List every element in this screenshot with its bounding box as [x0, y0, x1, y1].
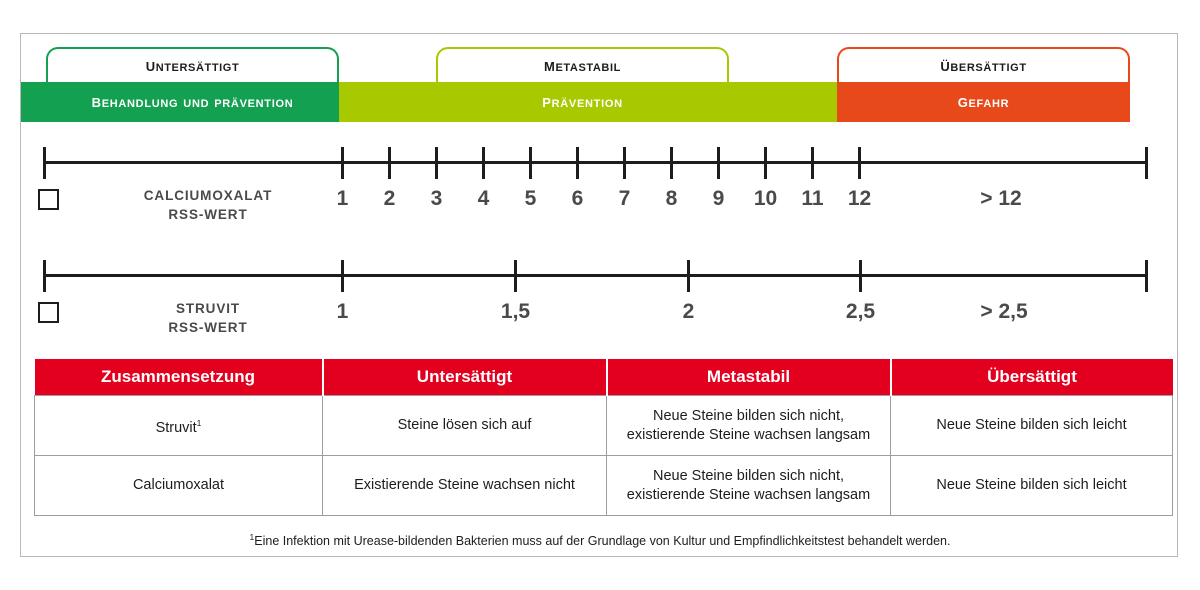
scale-name-struvit — [93, 299, 323, 337]
axis-tick-2 — [687, 260, 690, 292]
scale-name-line2: RSS-WERT — [168, 207, 248, 222]
axis-end-tick-1 — [1145, 260, 1148, 292]
footnote-text: Eine Infektion mit Urease-bildenden Bakterien muss auf der Grundlage von Kultur und Empfindlichkeitstest behandelt werden. — [254, 534, 951, 549]
axis-tick-7 — [670, 147, 673, 179]
footnote — [21, 532, 1179, 548]
scale-row-calciumoxalat — [21, 139, 1179, 239]
cell-composition: Calciumoxalat — [35, 456, 323, 516]
axis-tick-label: 2 — [682, 300, 695, 323]
axis-tick-label: 9 — [712, 187, 725, 210]
axis-tick-1 — [388, 147, 391, 179]
axis-tick-10 — [811, 147, 814, 179]
saturation-table — [34, 359, 1173, 516]
saturation-band-zone — [21, 34, 1179, 134]
cell-metastabil: Neue Steine bilden sich nicht, existierende Steine wachsen langsam — [607, 396, 891, 456]
axis-tick-label: 6 — [571, 187, 584, 210]
chart-frame — [20, 33, 1178, 557]
axis-tick-3 — [859, 260, 862, 292]
axis-tick-label: 7 — [618, 187, 631, 210]
scale-name-line1: STRUVIT — [175, 301, 241, 316]
axis-line — [43, 274, 1148, 277]
axis-end-tick-0 — [43, 260, 46, 292]
table-row — [35, 396, 1173, 456]
axis-line — [43, 161, 1148, 164]
axis-tick-0 — [341, 147, 344, 179]
cell-uebersaettigt: Neue Steine bilden sich leicht — [891, 396, 1173, 456]
axis-overflow-label: > 12 — [980, 187, 1022, 210]
cell-untersaettigt: Steine lösen sich auf — [323, 396, 607, 456]
axis-tick-label: 4 — [477, 187, 490, 210]
axis-tick-3 — [482, 147, 485, 179]
axis-tick-label: 12 — [847, 187, 872, 210]
axis-tick-5 — [576, 147, 579, 179]
tab-1[interactable] — [436, 47, 729, 82]
axis-tick-2 — [435, 147, 438, 179]
axis-tick-label: 1,5 — [500, 300, 531, 323]
tab-label: metastabil — [544, 54, 621, 76]
axis-overflow-label: > 2,5 — [980, 300, 1028, 323]
axis-tick-6 — [623, 147, 626, 179]
axis-tick-label: 5 — [524, 187, 537, 210]
axis-end-tick-1 — [1145, 147, 1148, 179]
table-header-uebersaettigt: Übersättigt — [891, 359, 1173, 396]
tab-label: untersättigt — [145, 54, 240, 76]
axis-tick-label: 2,5 — [845, 300, 876, 323]
axis-tick-label: 2 — [383, 187, 396, 210]
axis-tick-label: 1 — [336, 300, 349, 323]
table-header-metastabil: Metastabil — [607, 359, 891, 396]
axis-tick-label: 3 — [430, 187, 443, 210]
axis-tick-1 — [514, 260, 517, 292]
scale-name-line1: CALCIUMOXALAT — [143, 188, 273, 203]
scale-name-line2: RSS-WERT — [168, 320, 248, 335]
axis-tick-4 — [529, 147, 532, 179]
axis-tick-label: 8 — [665, 187, 678, 210]
scale-name-calciumoxalat — [93, 186, 323, 224]
band-label-wrap-2 — [837, 82, 1130, 122]
axis-tick-0 — [341, 260, 344, 292]
tab-0[interactable] — [46, 47, 339, 82]
band-label: behandlung und prävention — [91, 91, 294, 112]
tab-2[interactable] — [837, 47, 1130, 82]
cell-uebersaettigt: Neue Steine bilden sich leicht — [891, 456, 1173, 516]
axis-tick-label: 10 — [753, 187, 778, 210]
cell-metastabil: Neue Steine bilden sich nicht, existierende Steine wachsen langsam — [607, 456, 891, 516]
table-header-untersaettigt: Untersättigt — [323, 359, 607, 396]
band-label-wrap-1 — [436, 82, 729, 122]
band-label-wrap-0 — [46, 82, 339, 122]
tab-label: übersättigt — [940, 54, 1027, 76]
cell-composition: Struvit$^1$ — [35, 396, 323, 456]
band-label: gefahr — [957, 91, 1010, 112]
band-label: prävention — [542, 91, 623, 112]
axis-tick-label: 1 — [336, 187, 349, 210]
cell-untersaettigt: Existierende Steine wachsen nicht — [323, 456, 607, 516]
table-header-row — [35, 359, 1173, 396]
table-row — [35, 456, 1173, 516]
axis-tick-9 — [764, 147, 767, 179]
checkbox-struvit[interactable] — [38, 302, 59, 323]
axis-end-tick-0 — [43, 147, 46, 179]
axis-tick-label: 11 — [801, 187, 824, 210]
table-header-composition: Zusammensetzung — [35, 359, 323, 396]
axis-tick-8 — [717, 147, 720, 179]
scale-row-struvit — [21, 252, 1179, 352]
checkbox-calciumoxalat[interactable] — [38, 189, 59, 210]
footnote-marker: 1 — [196, 417, 202, 428]
axis-tick-11 — [858, 147, 861, 179]
footnote-marker: 1 — [249, 532, 255, 542]
